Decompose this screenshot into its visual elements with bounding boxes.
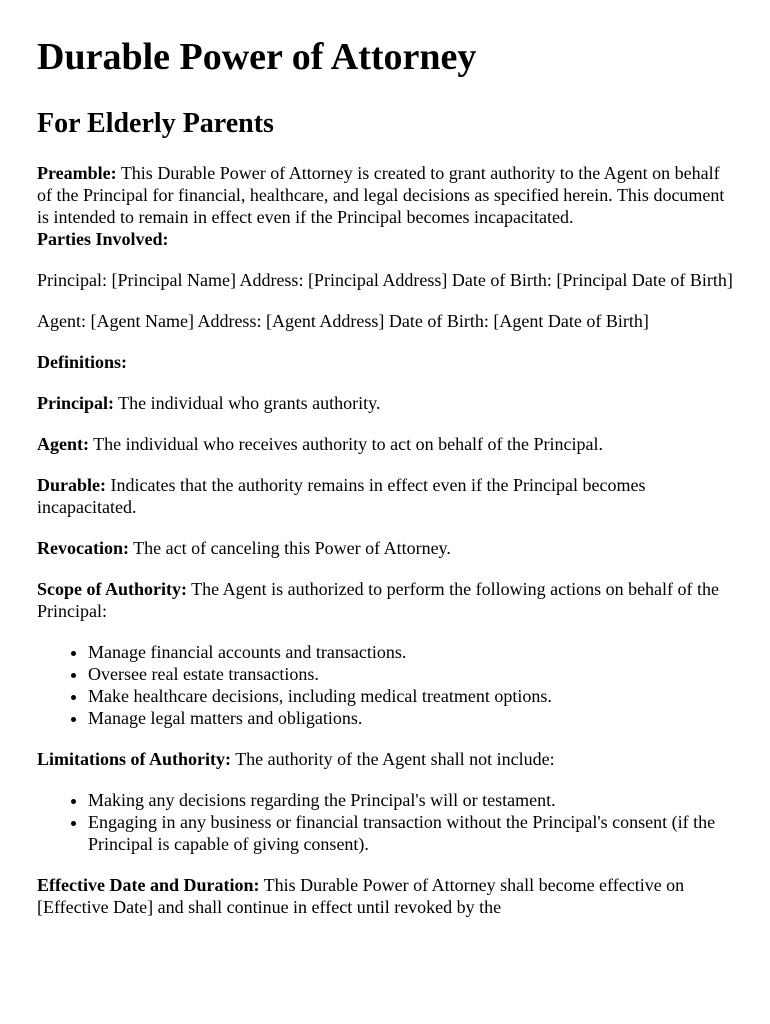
definition-durable — [37, 474, 734, 518]
effective-text: This Durable Power of Attorney shall become effective on [Effective Date] and shall continue in effect until revoked by the — [37, 875, 685, 917]
definition-text: The act of canceling this Power of Attorney. — [128, 538, 451, 558]
parties-label: Parties Involved: — [37, 229, 169, 249]
preamble-label: Preamble: — [37, 163, 117, 183]
list-item: • Oversee real estate transactions. — [88, 663, 734, 685]
list-item: • Making any decisions regarding the Principal's will or testament. — [88, 789, 734, 811]
agent-details: Agent: [Agent Name] Address: [Agent Address] Date of Birth: [Agent Date of Birth] — [37, 311, 649, 331]
effective-paragraph — [37, 874, 734, 918]
document-subtitle: For Elderly Parents — [37, 108, 274, 139]
definition-term: Revocation: — [37, 538, 129, 558]
definitions-heading — [37, 351, 734, 373]
definition-principal — [37, 392, 734, 414]
list-item: • Manage financial accounts and transactions. — [88, 641, 734, 663]
effective-label: Effective Date and Duration: — [37, 875, 260, 895]
definition-text: The individual who receives authority to act on behalf of the Principal. — [89, 434, 604, 454]
scope-list — [37, 641, 734, 729]
definition-agent — [37, 433, 734, 455]
definition-term: Durable: — [37, 475, 106, 495]
list-item: • Engaging in any business or financial transaction without the Principal's consent (if the Principal is capable of giving consent). — [88, 811, 734, 855]
scope-paragraph — [37, 578, 734, 622]
limitations-paragraph — [37, 748, 734, 770]
definition-revocation — [37, 537, 734, 559]
definition-term: Principal: — [37, 393, 114, 413]
limitations-text: The authority of the Agent shall not include: — [231, 749, 555, 769]
scope-label: Scope of Authority: — [37, 579, 187, 599]
definition-text: The individual who grants authority. — [114, 393, 381, 413]
limitations-label: Limitations of Authority: — [37, 749, 232, 769]
document-title: Durable Power of Attorney — [37, 36, 477, 78]
definition-text: Indicates that the authority remains in effect even if the Principal becomes incapacitated. — [37, 475, 646, 517]
preamble-text: This Durable Power of Attorney is created to grant authority to the Agent on behalf of the Principal for financial, healthcare, and legal decisions as specified herein. This document is intended to remain in effect even if the Principal becomes incapacitated. — [37, 163, 725, 227]
scope-text: The Agent is authorized to perform the following actions on behalf of the Principal: — [37, 579, 720, 621]
principal-details: Principal: [Principal Name] Address: [Principal Address] Date of Birth: [Principal Date of Birth] — [37, 270, 733, 290]
definition-term: Agent: — [37, 434, 89, 454]
preamble-paragraph — [37, 162, 734, 228]
definitions-label: Definitions: — [37, 352, 127, 372]
limitations-list — [37, 789, 734, 855]
list-item: • Manage legal matters and obligations. — [88, 707, 734, 729]
parties-heading — [37, 228, 734, 250]
list-item: • Make healthcare decisions, including medical treatment options. — [88, 685, 734, 707]
